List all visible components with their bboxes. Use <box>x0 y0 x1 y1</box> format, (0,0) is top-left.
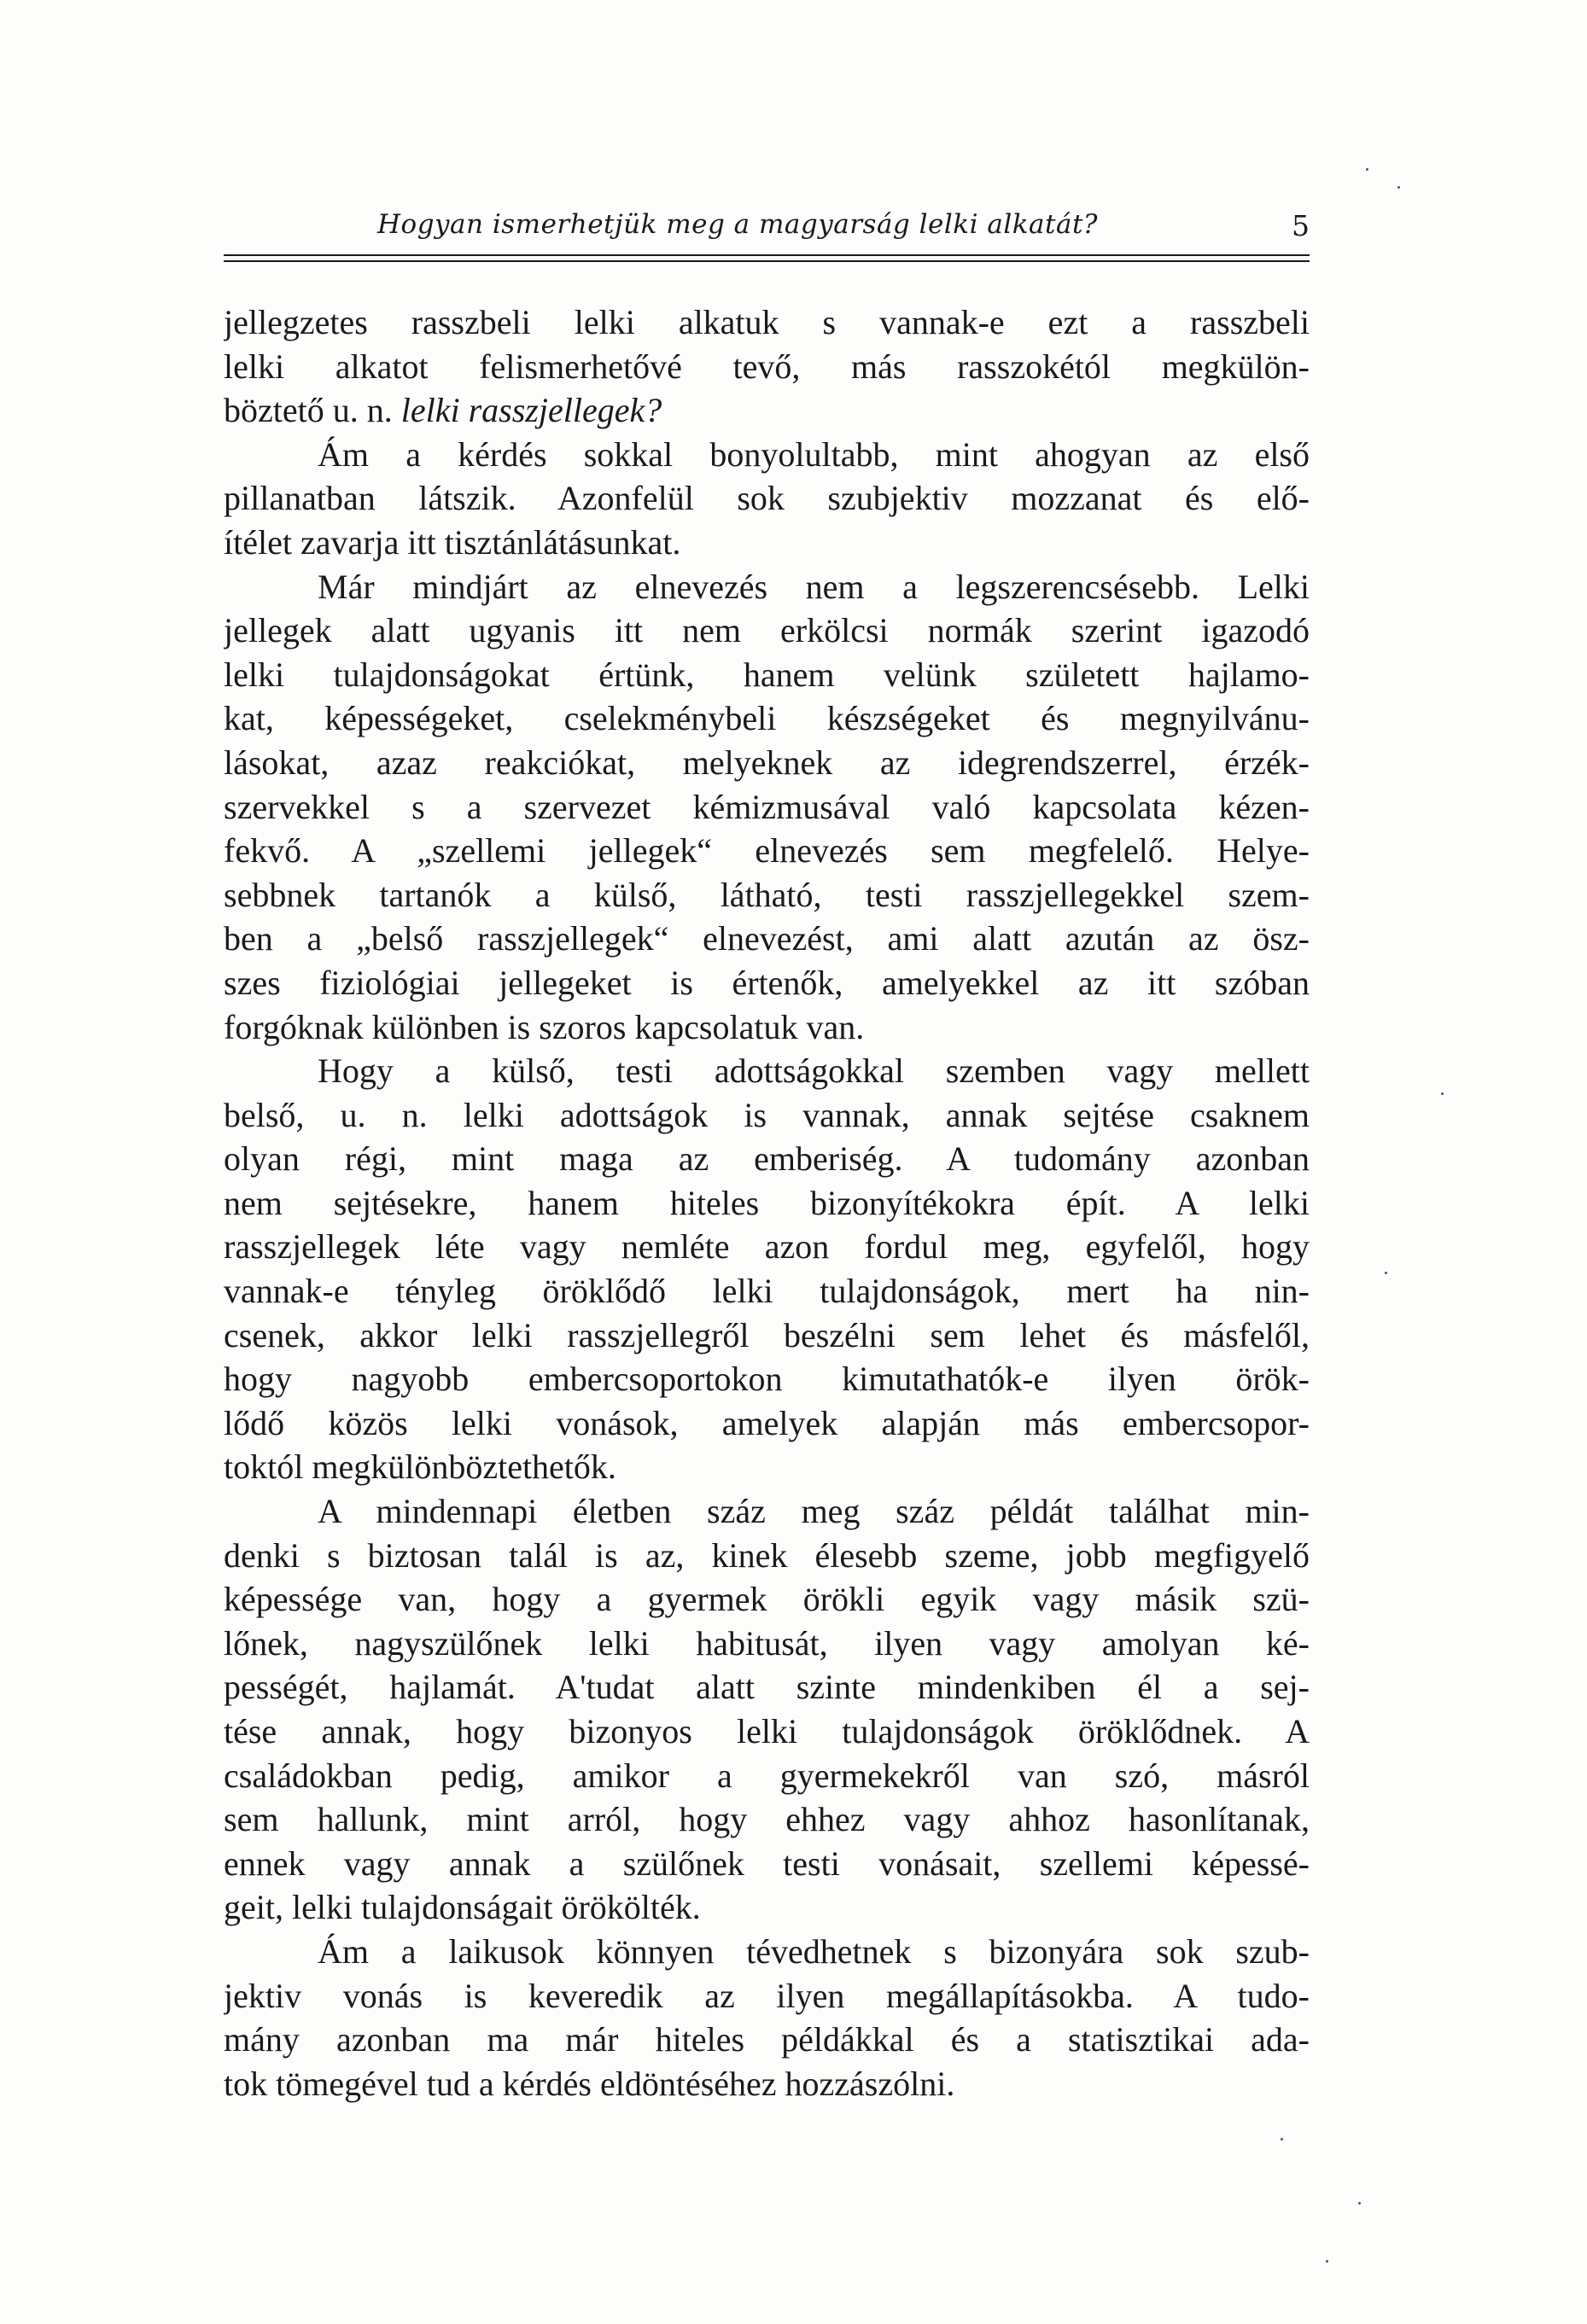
text-line: Ám a kérdés sokkal bonyolultabb, mint ahogyan az első <box>318 434 1310 474</box>
text-line: ennek vagy annak a szülőnek testi vonásait, szellemi képessé- <box>224 1843 1310 1883</box>
text-line: fekvő. A „szellemi jellegek“ elnevezés sem megfelelő. Helye- <box>224 831 1310 871</box>
text-line: jellegek alatt ugyanis itt nem erkölcsi normák szerint igazodó <box>224 611 1310 650</box>
scan-speck <box>1366 168 1368 171</box>
text-line: hogy nagyobb embercsoportokon kimutathatók-e ilyen örök- <box>224 1360 1310 1399</box>
scan-speck <box>1441 1092 1444 1095</box>
text-line: olyan régi, mint maga az emberiség. A tudomány azonban <box>224 1139 1310 1179</box>
text-line: lelki tulajdonságokat értünk, hanem velünk született hajlamo- <box>224 655 1310 694</box>
text-line: kat, képességeket, cselekménybeli készségeket és megnyilvánu- <box>224 699 1310 738</box>
emphasized-term: lelki rasszjellegek? <box>400 391 662 430</box>
text-line: szervekkel s a szervezet kémizmusával való kapcsolata kézen- <box>224 787 1310 826</box>
text-line: rasszjellegek léte vagy nemléte azon fordul meg, egyfelől, hogy <box>224 1227 1310 1267</box>
text-line: A mindennapi életben száz meg száz példát találhat min- <box>318 1492 1310 1531</box>
text-line: lelki alkatot felismerhetővé tevő, más rasszokétól megkülön- <box>224 347 1310 386</box>
text-line: forgóknak különben is szoros kapcsolatuk van. <box>224 1007 865 1046</box>
text-line: lődő közös lelki vonások, amelyek alapján más embercsopor- <box>224 1403 1310 1442</box>
text-line: jektiv vonás is keveredik az ilyen megállapításokba. A tudo- <box>224 1976 1310 2015</box>
text-line: képessége van, hogy a gyermek örökli egyik vagy másik szü- <box>224 1580 1310 1619</box>
text-line: ítélet zavarja itt tisztánlátásunkat. <box>224 522 681 562</box>
text-line: tése annak, hogy bizonyos lelki tulajdonságok öröklődnek. A <box>224 1712 1310 1750</box>
text-line: csenek, akkor lelki rasszjellegről beszélni sem lehet és másfelől, <box>224 1315 1310 1354</box>
text-line: geit, lelki tulajdonságait örökölték. <box>224 1888 701 1927</box>
text-line: denki s biztosan talál is az, kinek élesebb szeme, jobb megfigyelő <box>224 1535 1310 1575</box>
scan-speck <box>1397 186 1400 189</box>
text-line: toktól megkülönböztethetők. <box>224 1447 616 1487</box>
text-line: pességét, hajlamát. A'tudat alatt szinte mindenkiben él a sej- <box>224 1668 1310 1707</box>
scan-speck <box>1358 2202 1361 2205</box>
text-line: Ám a laikusok könnyen tévedhetnek s bizonyára sok szub- <box>318 1931 1310 1971</box>
paragraph <box>224 300 1310 433</box>
text-line: mány azonban ma már hiteles példákkal és a statisztikai ada- <box>224 2020 1310 2059</box>
paragraph <box>224 1930 1310 2106</box>
text-line: tok tömegével tud a kérdés eldöntéséhez hozzászólni. <box>224 2064 955 2103</box>
text-line: jellegzetes rasszbeli lelki alkatuk s vannak-e ezt a rasszbeli <box>224 303 1310 341</box>
scan-speck <box>1385 1272 1387 1274</box>
text-line: családokban pedig, amikor a gyermekekről van szó, másról <box>224 1756 1310 1795</box>
text-line: Már mindjárt az elnevezés nem a legszerencsésebb. Lelki <box>318 567 1310 606</box>
body-text <box>224 300 1310 2106</box>
paragraph <box>224 1049 1310 1489</box>
paragraph <box>224 433 1310 565</box>
text-line: nem sejtésekre, hanem hiteles bizonyítékokra épít. A lelki <box>224 1183 1310 1222</box>
text-line: vannak-e tényleg öröklődő lelki tulajdonságok, mert ha nin- <box>224 1272 1310 1311</box>
paragraph <box>224 565 1310 1050</box>
text-line: ben a „belső rasszjellegek“ elnevezést, ami alatt azután az ösz- <box>224 919 1310 958</box>
text-line <box>224 388 1310 433</box>
scan-speck <box>1281 2138 1283 2141</box>
text-line: belső, u. n. lelki adottságok is vannak, annak sejtése csaknem <box>224 1095 1310 1134</box>
scan-speck <box>1326 2260 1328 2263</box>
header-rule-bottom <box>224 260 1310 262</box>
text-line: sem hallunk, mint arról, hogy ehhez vagy ahhoz hasonlítanak, <box>224 1800 1310 1839</box>
text-line: lőnek, nagyszülőnek lelki habitusát, ilyen vagy amolyan ké- <box>224 1623 1310 1663</box>
text-segment: böztető u. n. <box>224 391 401 430</box>
text-line: sebbnek tartanók a külső, látható, testi rasszjellegekkel szem- <box>224 875 1310 914</box>
text-line: lásokat, azaz reakciókat, melyeknek az idegrendszerrel, érzék- <box>224 743 1310 782</box>
text-line: szes fiziológiai jellegeket is értenők, amelyekkel az itt szóban <box>224 963 1310 1002</box>
running-title: Hogyan ismerhetjük meg a magyarság lelki alkatát? <box>377 209 1099 240</box>
paragraph <box>224 1489 1310 1930</box>
page-number: 5 <box>1292 209 1310 242</box>
header-rule-top <box>224 254 1310 256</box>
text-line: Hogy a külső, testi adottságokkal szemben vagy mellett <box>318 1051 1310 1091</box>
text-line: pillanatban látszik. Azonfelül sok szubjektiv mozzanat és elő- <box>224 479 1310 518</box>
